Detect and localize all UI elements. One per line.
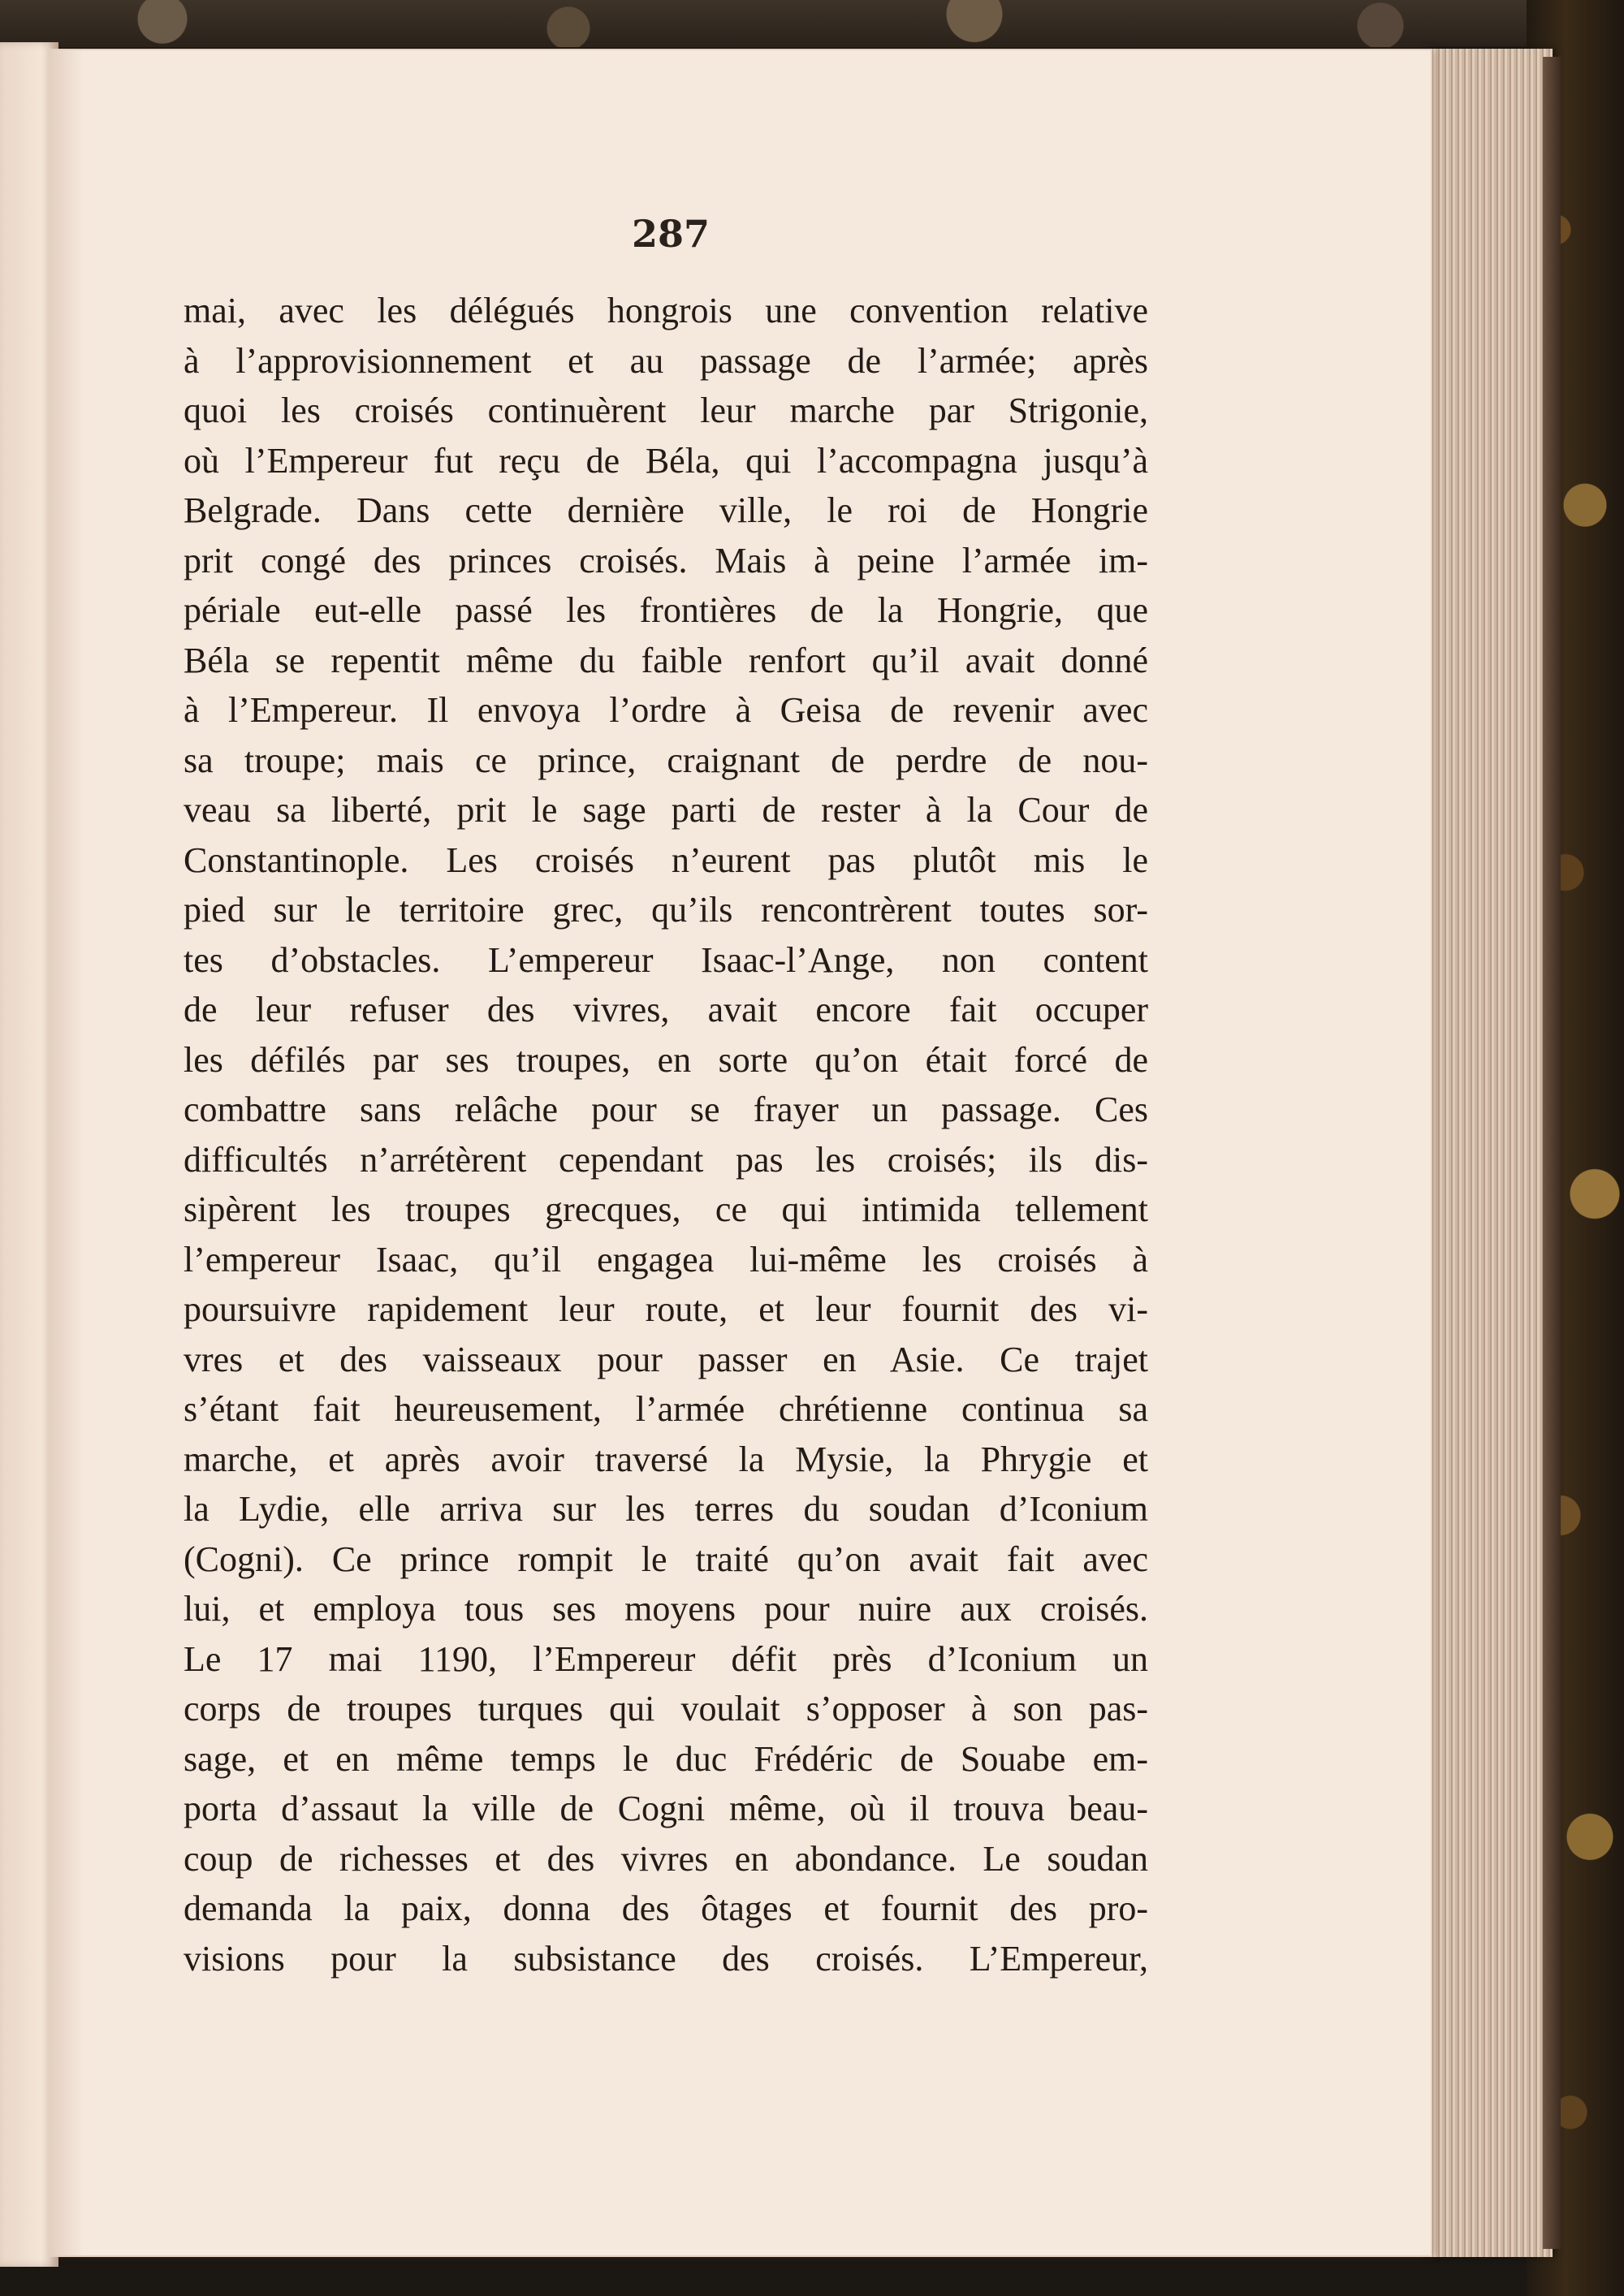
cover-edge: [1543, 57, 1561, 2249]
text-line: veau sa liberté, prit le sage parti de rester à la Cour de: [184, 790, 1148, 830]
text-line: à l’approvisionnement et au passage de l’armée; après: [184, 340, 1148, 381]
gutter-shadow: [50, 50, 83, 2255]
text-line: les défilés par ses troupes, en sorte qu’on était forcé de: [184, 1039, 1148, 1080]
text-line: vres et des vaisseaux pour passer en Asie. Ce trajet: [184, 1339, 1148, 1379]
text-line: visions pour la subsistance des croisés. L’Empereur,: [184, 1938, 1148, 1979]
text-line: poursuivre rapidement leur route, et leur fournit des vi-: [184, 1289, 1148, 1329]
text-line: demanda la paix, donna des ôtages et fournit des pro-: [184, 1888, 1148, 1928]
text-line: où l’Empereur fut reçu de Béla, qui l’accompagna jusqu’à: [184, 440, 1148, 481]
text-line: pied sur le territoire grec, qu’ils rencontrèrent toutes sor-: [184, 890, 1148, 930]
text-line: sipèrent les troupes grecques, ce qui intimida tellement: [184, 1189, 1148, 1229]
text-line: Le 17 mai 1190, l’Empereur défit près d’Iconium un: [184, 1638, 1148, 1679]
text-line: difficultés n’arrétèrent cependant pas les croisés; ils dis-: [184, 1139, 1148, 1180]
text-line: combattre sans relâche pour se frayer un passage. Ces: [184, 1090, 1148, 1129]
text-line: prit congé des princes croisés. Mais à peine l’armée im-: [184, 540, 1148, 580]
page-number: 287: [631, 212, 710, 256]
text-line: s’étant fait heureusement, l’armée chrétienne continua sa: [184, 1389, 1148, 1429]
text-line: sa troupe; mais ce prince, craignant de perdre de nou-: [184, 740, 1148, 780]
text-line: la Lydie, elle arriva sur les terres du soudan d’Iconium: [184, 1489, 1148, 1529]
text-line: marche, et après avoir traversé la Mysie, la Phrygie et: [184, 1439, 1148, 1479]
body-text: [184, 286, 1148, 1983]
text-line: l’empereur Isaac, qu’il engagea lui-même les croisés à: [184, 1239, 1148, 1280]
text-line: sage, et en même temps le duc Frédéric de Souabe em-: [184, 1738, 1148, 1779]
page-stack-edges: [1423, 49, 1553, 2257]
text-line: Constantinople. Les croisés n’eurent pas plutôt mis le: [184, 839, 1148, 880]
text-line: (Cogni). Ce prince rompit le traité qu’on avait fait avec: [184, 1539, 1148, 1579]
text-line: lui, et employa tous ses moyens pour nuire aux croisés.: [184, 1589, 1148, 1629]
text-line: Belgrade. Dans cette dernière ville, le roi de Hongrie: [184, 490, 1148, 530]
text-line: Béla se repentit même du faible renfort qu’il avait donné: [184, 640, 1148, 680]
text-line: porta d’assaut la ville de Cogni même, où il trouva beau-: [184, 1789, 1148, 1828]
text-line: corps de troupes turques qui voulait s’opposer à son pas-: [184, 1689, 1148, 1728]
text-line: quoi les croisés continuèrent leur marche par Strigonie,: [184, 391, 1148, 430]
text-line: de leur refuser des vivres, avait encore fait occuper: [184, 990, 1148, 1029]
text-line: tes d’obstacles. L’empereur Isaac-l’Ange, non content: [184, 939, 1148, 980]
text-line: mai, avec les délégués hongrois une convention relative: [184, 291, 1148, 330]
text-line: périale eut-elle passé les frontières de la Hongrie, que: [184, 590, 1148, 630]
text-line: coup de richesses et des vivres en abondance. Le soudan: [184, 1838, 1148, 1879]
marbled-top-edge: [0, 0, 1624, 47]
text-line: à l’Empereur. Il envoya l’ordre à Geisa de revenir avec: [184, 690, 1148, 730]
